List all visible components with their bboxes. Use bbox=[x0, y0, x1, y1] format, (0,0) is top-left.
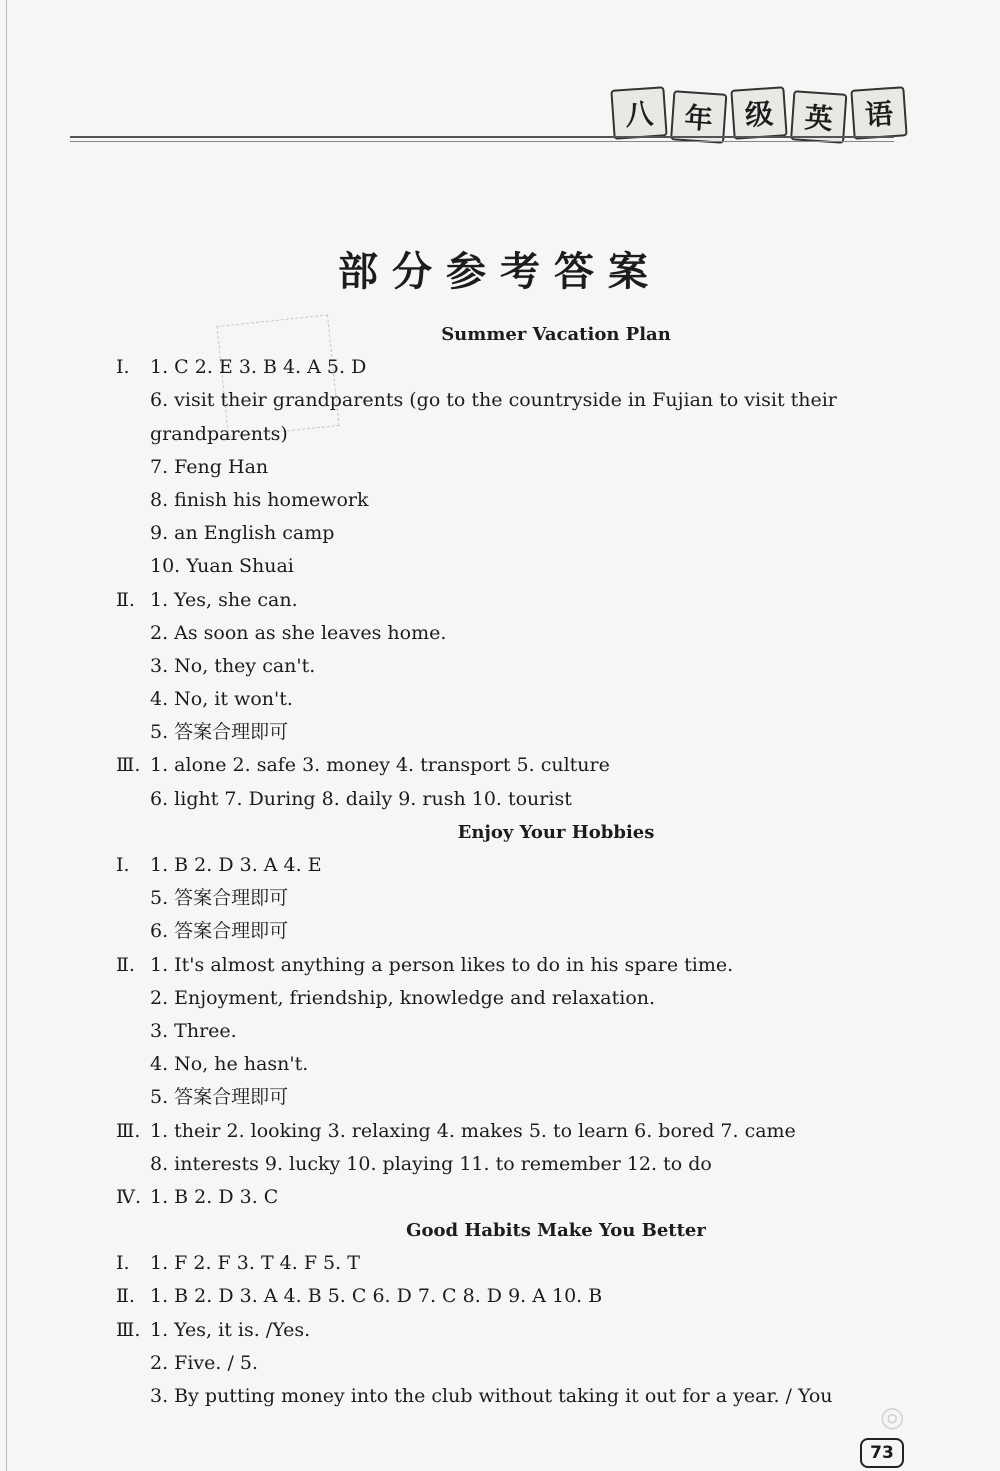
answer-text: 4. No, it won't. bbox=[150, 688, 293, 711]
answer-line bbox=[116, 1181, 906, 1214]
roman-numeral: Ⅲ. bbox=[116, 1119, 141, 1142]
page-edge bbox=[6, 0, 7, 1471]
roman-numeral: Ⅲ. bbox=[116, 1318, 141, 1341]
answer-text: 2. Enjoyment, friendship, knowledge and relaxation. bbox=[150, 986, 656, 1009]
answer-text: 2. Five. / 5. bbox=[150, 1351, 259, 1374]
answer-line bbox=[116, 949, 906, 982]
answer-text: 1. B 2. D 3. A 4. B 5. C 6. D 7. C 8. D 9. A 10. B bbox=[150, 1285, 603, 1308]
answer-text: 1. Yes, it is. /Yes. bbox=[150, 1318, 311, 1341]
answer-line bbox=[116, 1148, 906, 1181]
answer-text: 1. F 2. F 3. T 4. F 5. T bbox=[150, 1252, 360, 1275]
roman-numeral: Ⅱ. bbox=[116, 953, 135, 976]
answer-text: 5. 答案合理即可 bbox=[150, 1086, 289, 1109]
answer-text: 2. As soon as she leaves home. bbox=[150, 621, 447, 644]
roman-numeral: Ⅰ. bbox=[116, 356, 130, 379]
answer-line bbox=[116, 1015, 906, 1048]
answer-line bbox=[116, 351, 906, 384]
answer-line bbox=[116, 517, 906, 550]
header-tabs bbox=[612, 88, 906, 138]
roman-numeral: Ⅲ. bbox=[116, 754, 141, 777]
answer-text: 1. B 2. D 3. A 4. E bbox=[150, 854, 322, 877]
header-tab: 级 bbox=[730, 86, 787, 140]
answer-line bbox=[116, 1081, 906, 1114]
answer-text: 3. Three. bbox=[150, 1019, 237, 1042]
answer-line bbox=[116, 1247, 906, 1280]
roman-numeral: Ⅰ. bbox=[116, 854, 130, 877]
answer-text: 6. visit their grandparents (go to the countryside in Fujian to visit their grandparents) bbox=[150, 389, 837, 445]
header-tab: 语 bbox=[850, 86, 907, 140]
answer-line bbox=[116, 550, 906, 583]
answer-line bbox=[116, 617, 906, 650]
answer-line bbox=[116, 749, 906, 782]
section-heading: Summer Vacation Plan bbox=[441, 324, 671, 345]
answer-line bbox=[116, 1380, 906, 1413]
roman-numeral: Ⅳ. bbox=[116, 1185, 142, 1208]
answer-line bbox=[116, 849, 906, 882]
header-tab: 八 bbox=[610, 86, 667, 140]
answer-text: 1. alone 2. safe 3. money 4. transport 5. culture bbox=[150, 754, 610, 777]
answer-line bbox=[116, 1115, 906, 1148]
header-rule-thin bbox=[70, 141, 894, 142]
watermark-logo: ◎ bbox=[880, 1400, 905, 1433]
answer-text: 7. Feng Han bbox=[150, 455, 269, 478]
answer-line bbox=[116, 384, 906, 450]
answer-text: 4. No, he hasn't. bbox=[150, 1053, 309, 1076]
header-tab: 年 bbox=[670, 90, 727, 144]
answer-text: 3. By putting money into the club without taking it out for a year. / You bbox=[150, 1385, 833, 1408]
answer-text: 3. No, they can't. bbox=[150, 654, 316, 677]
section-heading: Enjoy Your Hobbies bbox=[457, 821, 655, 843]
answer-text: 10. Yuan Shuai bbox=[150, 555, 294, 578]
roman-numeral: Ⅱ. bbox=[116, 588, 135, 611]
answer-line bbox=[116, 716, 906, 749]
answer-line bbox=[116, 584, 906, 617]
answer-line bbox=[116, 1314, 906, 1347]
answer-line bbox=[116, 882, 906, 915]
answer-text: 5. 答案合理即可 bbox=[150, 887, 289, 910]
answer-line bbox=[116, 650, 906, 683]
answer-text: 9. an English camp bbox=[150, 522, 335, 545]
answer-line bbox=[116, 982, 906, 1015]
answer-text: 8. finish his homework bbox=[150, 488, 369, 511]
answer-content bbox=[116, 318, 906, 1413]
answer-text: 1. It's almost anything a person likes to do in his spare time. bbox=[150, 953, 734, 976]
answer-text: 1. their 2. looking 3. relaxing 4. makes 5. to learn 6. bored 7. came bbox=[150, 1119, 796, 1142]
answer-text: 6. 答案合理即可 bbox=[150, 920, 289, 943]
roman-numeral: Ⅱ. bbox=[116, 1285, 135, 1308]
answer-line bbox=[116, 484, 906, 517]
answer-line bbox=[116, 451, 906, 484]
answer-line bbox=[116, 1347, 906, 1380]
answer-text: 1. C 2. E 3. B 4. A 5. D bbox=[150, 356, 367, 379]
page-title: 部分参考答案 bbox=[338, 248, 662, 295]
answer-text: 8. interests 9. lucky 10. playing 11. to remember 12. to do bbox=[150, 1152, 712, 1175]
header-tab: 英 bbox=[790, 90, 847, 144]
answer-line bbox=[116, 783, 906, 816]
answer-line bbox=[116, 915, 906, 948]
answer-text: 6. light 7. During 8. daily 9. rush 10. tourist bbox=[150, 787, 572, 810]
header-rule bbox=[70, 136, 894, 138]
page-number: 73 bbox=[860, 1438, 904, 1468]
answer-text: 1. B 2. D 3. C bbox=[150, 1185, 279, 1208]
answer-text: 1. Yes, she can. bbox=[150, 588, 298, 611]
answer-line bbox=[116, 1280, 906, 1313]
section-heading: Good Habits Make You Better bbox=[406, 1220, 706, 1242]
answer-text: 5. 答案合理即可 bbox=[150, 721, 289, 744]
answer-line bbox=[116, 1048, 906, 1081]
answer-line bbox=[116, 683, 906, 716]
roman-numeral: Ⅰ. bbox=[116, 1252, 130, 1275]
